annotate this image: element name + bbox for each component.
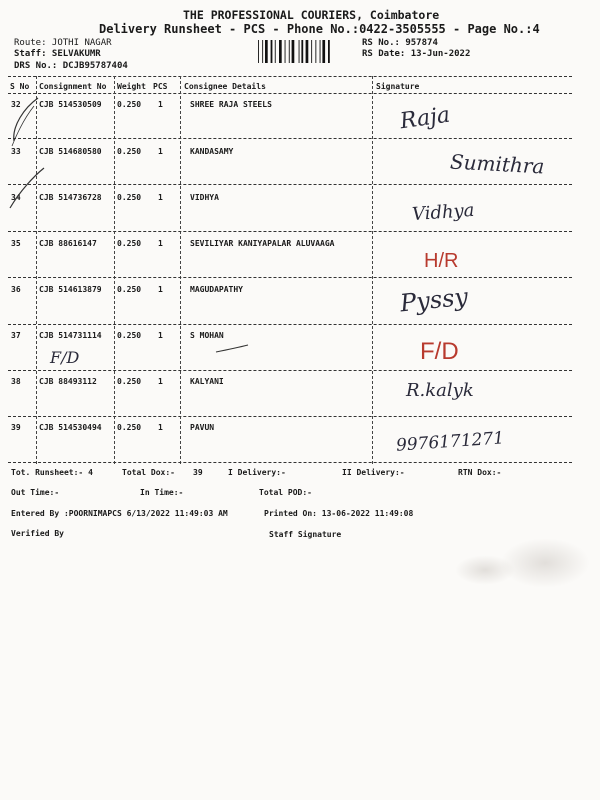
row-weight: 0.250 (117, 331, 142, 340)
row-pcs: 1 (158, 377, 163, 386)
barcode-image (257, 40, 357, 63)
row-sno: 35 (11, 239, 21, 248)
col-divider-2 (114, 76, 115, 464)
signature-handwritten: R.kalyk (406, 380, 474, 401)
entered-by: Entered By :POORNIMAPCS 6/13/2022 11:49:03 AM (11, 509, 228, 518)
row-sno: 33 (11, 147, 21, 156)
row-consignee: KANDASAMY (190, 147, 234, 156)
row-divider (8, 231, 572, 232)
row-consignee: PAVUN (190, 423, 215, 432)
row-sno: 32 (11, 100, 21, 109)
rtn-dox: RTN Dox:- (458, 468, 502, 477)
row-sno: 37 (11, 331, 21, 340)
row-pcs: 1 (158, 100, 163, 109)
row-weight: 0.250 (117, 377, 142, 386)
total-pod: Total POD:- (259, 488, 312, 497)
drs-number: DRS No.: DCJB95787404 (14, 61, 128, 71)
signature-handwritten: Raja (398, 102, 452, 135)
row-divider (8, 277, 572, 278)
row-weight: 0.250 (117, 285, 142, 294)
signature-handwritten: F/D (420, 338, 459, 365)
out-time: Out Time:- (11, 488, 60, 497)
handwritten-note: F/D (50, 348, 80, 367)
row-weight: 0.250 (117, 239, 142, 248)
row-consignee: KALYANI (190, 377, 224, 386)
staff-signature: Staff Signature (269, 530, 342, 539)
table-top-rule (8, 76, 572, 77)
col-divider-4 (372, 76, 373, 464)
row-pcs: 1 (158, 423, 163, 432)
row-consignment: CJB 514530509 (39, 100, 102, 109)
total-dox-label: Total Dox:- (122, 468, 175, 477)
scan-smudge (455, 555, 515, 585)
row-consignment: CJB 514613879 (39, 285, 102, 294)
row-weight: 0.250 (117, 147, 142, 156)
row-weight: 0.250 (117, 423, 142, 432)
ii-delivery: II Delivery:- (342, 468, 405, 477)
dash-mark-drawing (214, 340, 250, 356)
row-consignment: CJB 514736728 (39, 193, 102, 202)
signature-handwritten: Vidhya (411, 199, 476, 226)
col-header-pcs: PCS (153, 82, 168, 91)
col-divider-3 (180, 76, 181, 464)
runsheet-subtitle: Delivery Runsheet - PCS - Phone No.:0422-3505555 - Page No.:4 (99, 22, 540, 36)
row-pcs: 1 (158, 285, 163, 294)
row-divider (8, 184, 572, 185)
row-sno: 36 (11, 285, 21, 294)
signature-handwritten: Sumithra (449, 149, 545, 179)
row-weight: 0.250 (117, 100, 142, 109)
rs-number: RS No.: 957874 (362, 38, 438, 48)
table-header-rule (8, 93, 572, 94)
i-delivery: I Delivery:- (228, 468, 286, 477)
row-weight: 0.250 (117, 193, 142, 202)
row-consignment: CJB 514680580 (39, 147, 102, 156)
signature-handwritten: 9976171271 (395, 428, 505, 456)
row-consignment: CJB 514530494 (39, 423, 102, 432)
row-sno: 34 (11, 193, 21, 202)
row-consignee: MAGUDAPATHY (190, 285, 243, 294)
signature-handwritten: H/R (424, 250, 459, 272)
in-time: In Time:- (140, 488, 184, 497)
scan-smudge (500, 538, 590, 588)
row-pcs: 1 (158, 147, 163, 156)
tick-marks-drawing (6, 96, 46, 246)
company-title: THE PROFESSIONAL COURIERS, Coimbatore (183, 8, 440, 22)
row-consignment: CJB 514731114 (39, 331, 102, 340)
row-consignee: VIDHYA (190, 193, 219, 202)
col-header-consignment: Consignment No (39, 82, 107, 91)
tot-runsheet: Tot. Runsheet:- 4 (11, 468, 93, 477)
row-divider (8, 138, 572, 139)
col-header-weight: Weight (117, 82, 146, 91)
row-sno: 39 (11, 423, 21, 432)
col-header-consignee: Consignee Details (184, 82, 266, 91)
total-dox-value: 39 (193, 468, 203, 477)
staff-label: Staff: SELVAKUMR (14, 49, 101, 59)
col-header-sno: S No (10, 82, 30, 91)
row-pcs: 1 (158, 331, 163, 340)
table-bottom-rule (8, 462, 572, 463)
row-consignee: SHREE RAJA STEELS (190, 100, 272, 109)
row-consignment: CJB 88493112 (39, 377, 97, 386)
row-consignee: S MOHAN (190, 331, 224, 340)
row-consignment: CJB 88616147 (39, 239, 97, 248)
row-divider (8, 416, 572, 417)
rs-date: RS Date: 13-Jun-2022 (362, 49, 471, 59)
verified-by: Verified By (11, 529, 64, 538)
row-sno: 38 (11, 377, 21, 386)
col-header-signature: Signature (376, 82, 420, 91)
printed-on: Printed On: 13-06-2022 11:49:08 (264, 509, 414, 518)
row-divider (8, 324, 572, 325)
row-divider (8, 370, 572, 371)
row-pcs: 1 (158, 239, 163, 248)
route-label: Route: JOTHI NAGAR (14, 38, 112, 48)
signature-handwritten: Pyssy (398, 282, 470, 318)
row-consignee: SEVILIYAR KANIYAPALAR ALUVAAGA (190, 239, 335, 248)
row-pcs: 1 (158, 193, 163, 202)
